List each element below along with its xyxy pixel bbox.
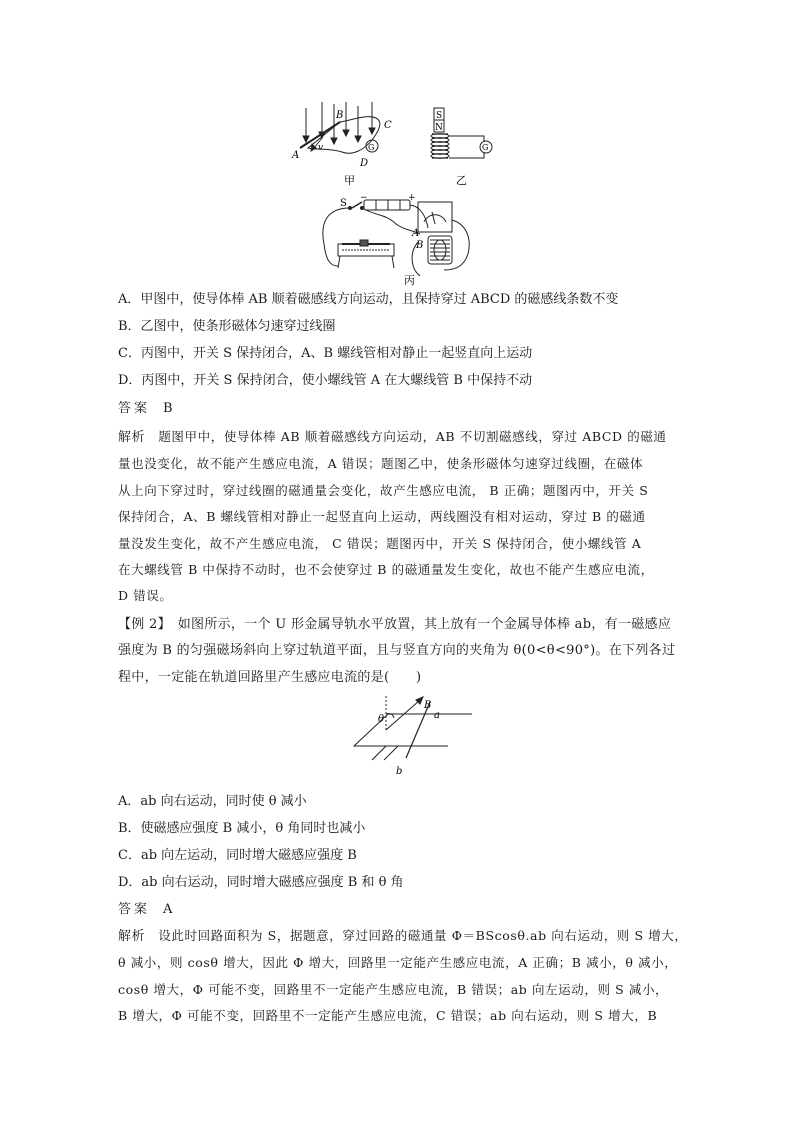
rod-b-label: b (396, 766, 403, 777)
point-a-label: A (292, 150, 300, 161)
q1-option-b: B．乙图中，使条形磁体匀速穿过线圈 (118, 319, 336, 334)
analysis-label: 解析 (118, 430, 146, 445)
field-label: B (424, 700, 432, 711)
example2-stem: 【例 2】 如图所示，一个 U 形金属导轨水平放置，其上放有一个金属导体棒 ab，有一磁感应 强度为 B 的匀强磁场斜向上穿过轨道平面，且与竖直方向的夹角为 θ(0<θ<90°)。在下列各过 程中，一定能在轨道回路里产生感应电流的是( ) (118, 617, 676, 685)
analysis-label: 解析 (118, 929, 146, 944)
ex2-option-d: D．ab 向右运动，同时增大磁感应强度 B 和 θ 角 (118, 875, 404, 890)
analysis-line: 量没发生变化，故不产生感应电流， C 错误；题图丙中，开关 S 保持闭合，使小螺线管 A (118, 535, 642, 551)
analysis-line: B 增大，Φ 可能不变，回路里不一定能产生感应电流，C 错误；ab 向右运动，则 S 增大，B (118, 1008, 658, 1024)
figure-yi (424, 106, 500, 188)
analysis-line: 量也没变化，故不能产生感应电流，A 错误；题图乙中，使条形磁体匀速穿过线圈，在磁体 (118, 456, 644, 472)
figure-jia (288, 100, 412, 190)
point-b-label: B (336, 110, 344, 121)
galvanometer-label: G (482, 143, 489, 152)
answer-value: B (163, 401, 173, 416)
analysis-line: cosθ 增大，Φ 可能不变，回路里不一定能产生感应电流，B 错误；ab 向左运动，则 S 减小， (118, 981, 669, 997)
velocity-label: v (318, 143, 324, 153)
analysis-line: D 错误。 (118, 588, 173, 604)
ex2-option-a: A．ab 向右运动，同时使 θ 减小 (118, 794, 307, 809)
galvanometer-label: G (368, 143, 375, 152)
example-tag: 【例 2】 (118, 617, 165, 632)
answer-value: A (163, 902, 173, 917)
ex2-answer (118, 902, 678, 918)
q1-analysis (118, 424, 678, 610)
coil-b-label: B (416, 240, 424, 251)
magnet-n-pole: N (435, 123, 443, 133)
figure-rails (346, 694, 474, 780)
analysis-line: 保持闭合，A、B 螺线管相对静止一起竖直向上运动，两线圈没有相对运动，穿过 B 的磁通 (118, 509, 646, 525)
answer-label: 答案 (118, 401, 151, 416)
q1-option-a: A．甲图中，使导体棒 AB 顺着磁感线方向运动，且保持穿过 ABCD 的磁感线条数不变 (118, 292, 619, 307)
point-c-label: C (384, 120, 392, 131)
battery-plus: + (408, 194, 416, 203)
analysis-line: θ 减小，则 cosθ 增大，因此 Φ 增大，回路里一定能产生感应电流，A 正确；B 减小，θ 减小， (118, 955, 678, 971)
ex2-analysis (118, 923, 688, 1030)
answer-label: 答案 (118, 902, 151, 917)
ex2-option-b: B．使磁感应强度 B 减小，θ 角同时也减小 (118, 821, 366, 836)
coil-a-label: A (412, 228, 420, 239)
analysis-line: 解析 题图甲中，使导体棒 AB 顺着磁感线方向运动，AB 不切割磁感线，穿过 ABCD 的磁通 (118, 429, 667, 445)
angle-label: θ (378, 714, 385, 725)
figure-bing (316, 194, 480, 286)
figure-jia-caption: 甲 (344, 174, 355, 187)
point-d-label: D (360, 158, 369, 169)
q1-answer (118, 401, 678, 417)
analysis-line: 从上向下穿过时，穿过线圈的磁通量会变化，故产生感应电流， B 正确；题图丙中，开关 S (118, 482, 649, 498)
q1-option-d: D．丙图中，开关 S 保持闭合，使小螺线管 A 在大螺线管 B 中保持不动 (118, 373, 533, 388)
q1-option-c: C．丙图中，开关 S 保持闭合，A、B 螺线管相对静止一起竖直向上运动 (118, 346, 533, 361)
magnet-s-pole: S (436, 111, 443, 121)
battery-minus: − (360, 194, 368, 203)
switch-label: S (340, 198, 347, 209)
analysis-line: 解析 设此时回路面积为 S，据题意，穿过回路的磁通量 Φ＝BScosθ.ab 向右运动，则 S 增大， (118, 928, 688, 944)
rod-a-label: a (434, 710, 440, 721)
ex2-option-c: C．ab 向左运动，同时增大磁感应强度 B (118, 848, 357, 863)
figure-yi-caption: 乙 (456, 174, 467, 187)
figure-bing-caption: 丙 (404, 274, 415, 286)
analysis-line: 在大螺线管 B 中保持不动时，也不会使穿过 B 的磁通量发生变化，故也不能产生感应电流， (118, 562, 654, 578)
